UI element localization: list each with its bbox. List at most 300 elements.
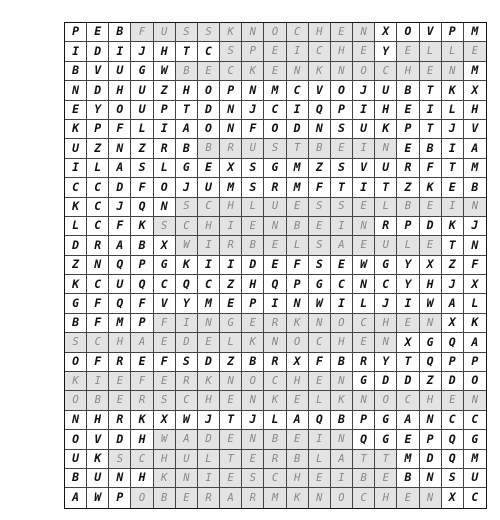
letter-cell: E — [397, 314, 419, 333]
letter-cell: E — [220, 294, 242, 313]
letter-cell: C — [154, 275, 176, 294]
letter-cell: E — [220, 469, 242, 488]
letter-cell: N — [65, 411, 87, 430]
letter-cell: Q — [264, 275, 286, 294]
letter-cell: H — [420, 275, 442, 294]
letter-cell: O — [464, 372, 486, 391]
letter-cell: L — [65, 217, 87, 236]
letter-cell: F — [309, 353, 331, 372]
letter-cell: Z — [220, 275, 242, 294]
letter-cell: F — [309, 178, 331, 197]
letter-cell: E — [397, 42, 419, 61]
letter-cell: H — [464, 101, 486, 120]
letter-cell: U — [65, 450, 87, 469]
letter-cell: M — [264, 81, 286, 100]
letter-cell: E — [420, 198, 442, 217]
letter-cell: H — [375, 101, 397, 120]
letter-cell: Q — [442, 450, 464, 469]
letter-cell: G — [309, 275, 331, 294]
letter-cell: S — [220, 42, 242, 61]
letter-cell: N — [109, 469, 131, 488]
letter-cell: E — [287, 430, 309, 449]
letter-cell: B — [242, 353, 264, 372]
letter-cell: U — [87, 469, 109, 488]
letter-cell: N — [442, 62, 464, 81]
letter-cell: Z — [87, 139, 109, 158]
letter-cell: W — [154, 62, 176, 81]
letter-cell: U — [464, 469, 486, 488]
letter-cell: D — [198, 430, 220, 449]
letter-cell: E — [353, 42, 375, 61]
letter-cell: P — [353, 411, 375, 430]
letter-cell: I — [87, 372, 109, 391]
letter-cell: Z — [154, 81, 176, 100]
letter-cell: J — [442, 275, 464, 294]
letter-cell: I — [442, 139, 464, 158]
letter-cell: M — [397, 450, 419, 469]
letter-cell: I — [198, 256, 220, 275]
letter-cell: U — [109, 62, 131, 81]
letter-cell: E — [420, 236, 442, 255]
letter-cell: T — [420, 81, 442, 100]
letter-cell: E — [154, 372, 176, 391]
letter-cell: M — [464, 23, 486, 42]
letter-cell: A — [464, 139, 486, 158]
letter-cell: Z — [65, 256, 87, 275]
letter-cell: F — [87, 353, 109, 372]
letter-cell: I — [198, 469, 220, 488]
letter-cell: H — [154, 450, 176, 469]
letter-cell: K — [287, 488, 309, 507]
letter-cell: T — [375, 450, 397, 469]
letter-cell: C — [87, 198, 109, 217]
letter-cell: N — [331, 62, 353, 81]
letter-cell: J — [176, 178, 198, 197]
letter-cell: T — [442, 159, 464, 178]
letter-cell: X — [442, 314, 464, 333]
letter-cell: E — [87, 23, 109, 42]
letter-cell: E — [397, 430, 419, 449]
letter-cell: O — [154, 178, 176, 197]
letter-cell: S — [176, 353, 198, 372]
letter-cell: L — [87, 159, 109, 178]
letter-cell: O — [331, 488, 353, 507]
letter-cell: Q — [309, 411, 331, 430]
letter-cell: K — [242, 333, 264, 352]
letter-cell: V — [309, 81, 331, 100]
letter-cell: B — [154, 488, 176, 507]
letter-cell: S — [109, 450, 131, 469]
letter-cell: T — [220, 411, 242, 430]
letter-cell: D — [420, 450, 442, 469]
letter-cell: S — [242, 469, 264, 488]
letter-cell: V — [353, 159, 375, 178]
letter-cell: B — [176, 62, 198, 81]
letter-cell: F — [131, 372, 153, 391]
letter-cell: R — [264, 353, 286, 372]
letter-cell: G — [375, 411, 397, 430]
letter-cell: C — [471, 490, 479, 505]
letter-cell: I — [220, 256, 242, 275]
letter-cell: L — [131, 120, 153, 139]
letter-cell: N — [65, 81, 87, 100]
letter-cell: C — [353, 488, 375, 507]
letter-cell: H — [287, 372, 309, 391]
letter-cell: Q — [176, 275, 198, 294]
letter-cell: C — [375, 62, 397, 81]
letter-cell: N — [309, 314, 331, 333]
letter-cell: Y — [397, 275, 419, 294]
letter-cell: C — [198, 42, 220, 61]
letter-cell: G — [375, 256, 397, 275]
letter-cell: H — [287, 469, 309, 488]
letter-cell: I — [309, 430, 331, 449]
letter-cell: E — [309, 372, 331, 391]
letter-cell: C — [176, 391, 198, 410]
letter-cell: J — [242, 101, 264, 120]
letter-cell: C — [442, 411, 464, 430]
letter-cell: P — [154, 101, 176, 120]
letter-cell: O — [198, 120, 220, 139]
letter-cell: O — [131, 488, 153, 507]
letter-cell: B — [353, 469, 375, 488]
letter-cell: I — [331, 469, 353, 488]
letter-cell: T — [287, 139, 309, 158]
letter-cell: E — [309, 217, 331, 236]
letter-cell: D — [442, 372, 464, 391]
letter-cell: J — [375, 294, 397, 313]
letter-cell: K — [87, 450, 109, 469]
letter-cell: I — [442, 198, 464, 217]
letter-cell: N — [198, 314, 220, 333]
letter-cell: N — [353, 23, 375, 42]
letter-cell: J — [464, 217, 486, 236]
letter-cell: E — [109, 372, 131, 391]
letter-cell: E — [420, 62, 442, 81]
letter-cell: B — [198, 139, 220, 158]
letter-cell: T — [420, 120, 442, 139]
letter-cell: B — [397, 469, 419, 488]
letter-cell: A — [65, 488, 87, 507]
letter-cell: F — [131, 178, 153, 197]
letter-cell: Y — [397, 256, 419, 275]
letter-cell: N — [242, 23, 264, 42]
letter-cell: O — [264, 120, 286, 139]
letter-cell: C — [176, 217, 198, 236]
letter-cell: Y — [176, 294, 198, 313]
letter-cell: Q — [109, 256, 131, 275]
letter-cell: X — [154, 236, 176, 255]
letter-cell: Q — [442, 430, 464, 449]
letter-cell: P — [397, 120, 419, 139]
letter-cell: S — [154, 217, 176, 236]
letter-cell: V — [87, 430, 109, 449]
letter-cell: M — [198, 294, 220, 313]
letter-cell: R — [109, 353, 131, 372]
letter-cell: P — [220, 81, 242, 100]
letter-cell: P — [242, 294, 264, 313]
letter-cell: J — [131, 42, 153, 61]
letter-cell: E — [287, 198, 309, 217]
letter-cell: B — [331, 353, 353, 372]
letter-cell: P — [442, 23, 464, 42]
letter-cell: C — [87, 275, 109, 294]
letter-cell: F — [131, 294, 153, 313]
letter-cell: K — [176, 256, 198, 275]
letter-cell: A — [331, 450, 353, 469]
letter-cell: R — [198, 488, 220, 507]
letter-cell: E — [353, 333, 375, 352]
letter-cell: K — [442, 217, 464, 236]
letter-cell: S — [176, 23, 198, 42]
letter-cell: K — [420, 178, 442, 197]
letter-cell: F — [87, 314, 109, 333]
letter-cell: P — [442, 353, 464, 372]
letter-cell: A — [109, 236, 131, 255]
letter-cell: V — [87, 62, 109, 81]
letter-cell: Y — [375, 42, 397, 61]
letter-cell: B — [287, 450, 309, 469]
letter-cell: W — [176, 236, 198, 255]
letter-cell: D — [242, 256, 264, 275]
letter-cell: U — [353, 120, 375, 139]
letter-cell: U — [131, 81, 153, 100]
letter-cell: A — [176, 120, 198, 139]
letter-cell: C — [131, 450, 153, 469]
letter-cell: N — [264, 333, 286, 352]
letter-cell: S — [264, 139, 286, 158]
letter-cell: B — [65, 469, 87, 488]
letter-cell: Z — [220, 353, 242, 372]
letter-cell: B — [109, 23, 131, 42]
letter-cell: R — [264, 178, 286, 197]
letter-cell: H — [397, 62, 419, 81]
letter-cell: I — [287, 42, 309, 61]
letter-cell: F — [420, 159, 442, 178]
letter-cell: S — [331, 159, 353, 178]
letter-cell: P — [331, 101, 353, 120]
letter-cell: X — [287, 353, 309, 372]
letter-cell: N — [375, 139, 397, 158]
letter-cell: E — [397, 139, 419, 158]
letter-cell: C — [220, 62, 242, 81]
letter-cell: R — [375, 217, 397, 236]
letter-cell: N — [264, 217, 286, 236]
letter-cell: L — [353, 294, 375, 313]
letter-cell: R — [353, 353, 375, 372]
letter-cell: I — [264, 294, 286, 313]
letter-cell: H — [109, 333, 131, 352]
letter-cell: J — [198, 411, 220, 430]
letter-cell: I — [65, 159, 87, 178]
letter-cell: J — [109, 198, 131, 217]
letter-cell: T — [397, 353, 419, 372]
letter-cell: N — [309, 488, 331, 507]
letter-cell: K — [65, 120, 87, 139]
letter-cell: K — [65, 275, 87, 294]
letter-cell: C — [65, 178, 87, 197]
letter-cell: C — [198, 198, 220, 217]
letter-cell: B — [87, 391, 109, 410]
letter-cell: T — [375, 178, 397, 197]
letter-cell: N — [220, 372, 242, 391]
letter-cell: E — [375, 469, 397, 488]
letter-cell: N — [87, 256, 109, 275]
letter-cell: P — [131, 256, 153, 275]
letter-cell: N — [220, 120, 242, 139]
letter-cell: H — [331, 333, 353, 352]
letter-cell: X — [375, 23, 397, 42]
letter-cell: W — [309, 294, 331, 313]
letter-cell: R — [109, 411, 131, 430]
letter-cell: E — [353, 236, 375, 255]
letter-cell: E — [287, 391, 309, 410]
letter-cell: O — [109, 101, 131, 120]
letter-cell: G — [131, 62, 153, 81]
letter-cell: C — [264, 372, 286, 391]
letter-cell: I — [109, 42, 131, 61]
letter-cell: M — [464, 159, 486, 178]
word-search-grid — [64, 22, 487, 509]
letter-cell: S — [242, 159, 264, 178]
letter-cell: G — [420, 333, 442, 352]
letter-cell: Q — [109, 294, 131, 313]
letter-cell: K — [264, 391, 286, 410]
letter-cell: N — [464, 198, 486, 217]
letter-cell: U — [264, 198, 286, 217]
letter-cell: I — [154, 120, 176, 139]
letter-cell: E — [353, 198, 375, 217]
letter-cell: B — [242, 236, 264, 255]
letter-cell: T — [220, 450, 242, 469]
letter-cell: P — [287, 275, 309, 294]
letter-cell: K — [65, 372, 87, 391]
letter-cell: H — [331, 42, 353, 61]
letter-cell: K — [375, 120, 397, 139]
letter-cell: C — [87, 178, 109, 197]
letter-cell: N — [331, 430, 353, 449]
letter-cell: B — [264, 430, 286, 449]
letter-cell: S — [331, 198, 353, 217]
letter-cell: P — [131, 314, 153, 333]
letter-cell: U — [131, 101, 153, 120]
letter-cell: D — [65, 236, 87, 255]
letter-cell: S — [331, 120, 353, 139]
letter-cell: X — [220, 159, 242, 178]
letter-cell: D — [198, 353, 220, 372]
letter-cell: C — [331, 275, 353, 294]
letter-cell: N — [420, 314, 442, 333]
letter-cell: N — [242, 81, 264, 100]
letter-cell: E — [176, 488, 198, 507]
letter-cell: M — [464, 450, 486, 469]
letter-cell: K — [65, 198, 87, 217]
letter-cell: L — [442, 101, 464, 120]
letter-cell: F — [131, 23, 153, 42]
letter-cell: O — [375, 391, 397, 410]
letter-cell: U — [65, 139, 87, 158]
letter-cell: E — [220, 391, 242, 410]
letter-cell: P — [65, 23, 87, 42]
letter-cell: F — [242, 120, 264, 139]
letter-cell: N — [420, 469, 442, 488]
letter-cell: N — [176, 469, 198, 488]
letter-cell: B — [331, 411, 353, 430]
letter-cell: E — [198, 62, 220, 81]
letter-cell: N — [331, 372, 353, 391]
letter-cell: H — [176, 81, 198, 100]
letter-cell: E — [331, 23, 353, 42]
letter-cell: N — [464, 236, 486, 255]
letter-cell: F — [109, 217, 131, 236]
letter-cell: G — [375, 430, 397, 449]
letter-cell: N — [353, 275, 375, 294]
letter-cell: U — [198, 178, 220, 197]
letter-cell: B — [397, 81, 419, 100]
letter-cell: H — [375, 488, 397, 507]
letter-cell: D — [397, 372, 419, 391]
letter-cell: G — [176, 159, 198, 178]
letter-cell: E — [242, 217, 264, 236]
letter-cell: O — [353, 62, 375, 81]
letter-cell: D — [198, 101, 220, 120]
letter-cell: L — [198, 450, 220, 469]
letter-cell: J — [442, 120, 464, 139]
letter-cell: B — [464, 178, 486, 197]
letter-cell: S — [309, 236, 331, 255]
letter-cell: E — [264, 62, 286, 81]
letter-cell: E — [397, 488, 419, 507]
letter-cell: E — [309, 469, 331, 488]
letter-cell: D — [375, 372, 397, 391]
letter-cell: L — [375, 198, 397, 217]
letter-cell: C — [264, 469, 286, 488]
letter-cell: V — [464, 120, 486, 139]
letter-cell: H — [242, 275, 264, 294]
letter-cell: U — [154, 23, 176, 42]
letter-cell: B — [309, 139, 331, 158]
letter-cell: K — [198, 372, 220, 391]
letter-cell: H — [375, 314, 397, 333]
letter-cell: N — [464, 391, 486, 410]
letter-cell: B — [65, 62, 87, 81]
letter-cell: U — [375, 236, 397, 255]
letter-cell: E — [198, 333, 220, 352]
letter-cell: K — [287, 314, 309, 333]
letter-cell: G — [154, 256, 176, 275]
letter-cell: B — [287, 217, 309, 236]
letter-cell: T — [353, 450, 375, 469]
letter-cell: S — [176, 198, 198, 217]
letter-cell: I — [353, 139, 375, 158]
letter-cell: M — [287, 178, 309, 197]
letter-cell: S — [309, 256, 331, 275]
letter-cell: A — [287, 411, 309, 430]
letter-cell: T — [331, 178, 353, 197]
letter-cell: R — [176, 372, 198, 391]
letter-cell: E — [109, 391, 131, 410]
letter-cell: A — [131, 333, 153, 352]
letter-cell: Y — [375, 353, 397, 372]
letter-cell: H — [131, 430, 153, 449]
letter-cell: B — [131, 236, 153, 255]
letter-cell: R — [264, 314, 286, 333]
letter-cell: A — [442, 294, 464, 313]
letter-cell: F — [154, 314, 176, 333]
letter-cell: R — [131, 391, 153, 410]
letter-cell: M — [264, 488, 286, 507]
letter-cell: R — [397, 159, 419, 178]
